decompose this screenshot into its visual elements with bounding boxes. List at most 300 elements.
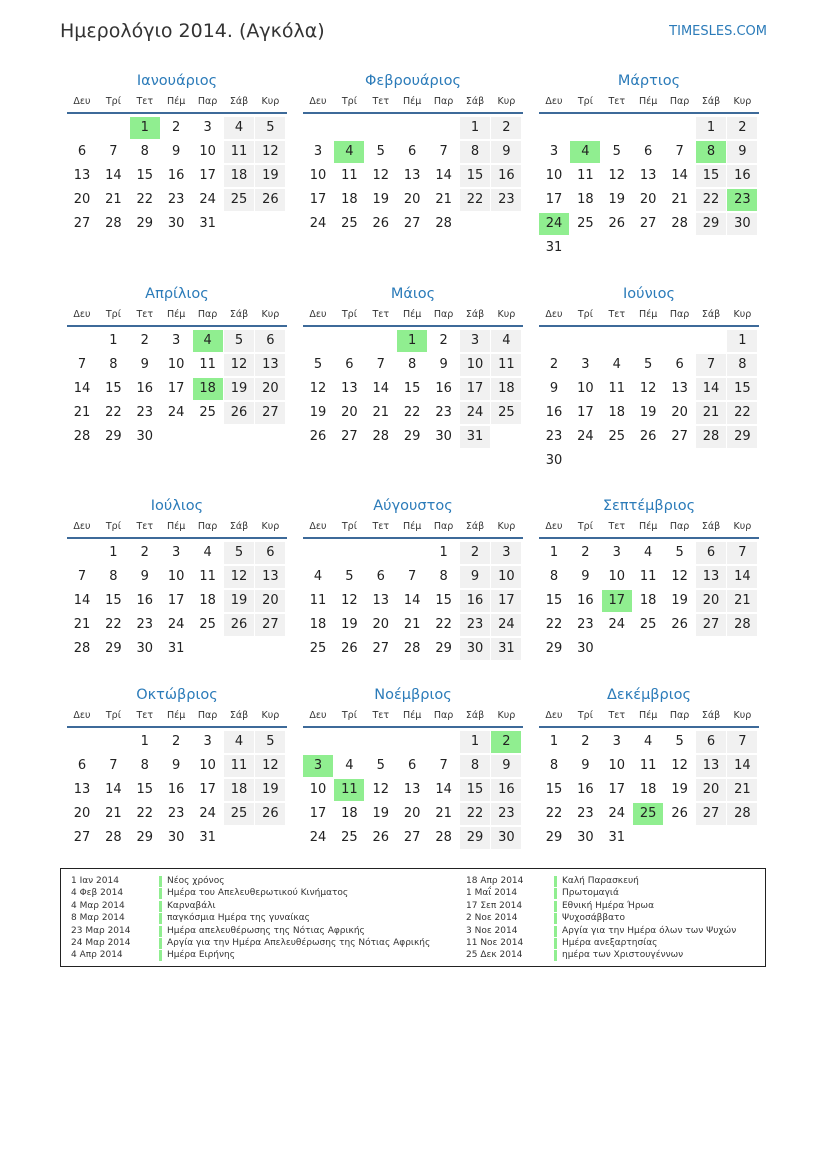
day-cell: 6 <box>255 542 285 564</box>
month-name: Νοέμβριος <box>374 687 452 703</box>
day-cell: 5 <box>675 545 684 560</box>
day-cell: 22 <box>136 806 154 821</box>
day-cell: 24 <box>309 830 327 845</box>
day-cell: 7 <box>727 542 757 564</box>
day-cell: 17 <box>577 405 594 420</box>
legend-date: 25 Δεκ 2014 <box>466 950 523 961</box>
day-cell: 12 <box>608 168 626 183</box>
day-cell: 30 <box>167 830 185 845</box>
holiday-day-cell: 11 <box>334 779 364 801</box>
weekday-label: Σάβ <box>701 309 721 320</box>
day-cell: 12 <box>671 758 688 773</box>
day-cell: 22 <box>403 405 421 420</box>
holiday-day-cell: 24 <box>539 213 569 235</box>
day-cell: 18 <box>224 165 254 187</box>
weekday-label: Πέμ <box>639 96 658 107</box>
day-cell: 21 <box>435 806 452 821</box>
day-cell: 18 <box>309 617 327 632</box>
weekday-label: Σάβ <box>229 96 249 107</box>
day-cell: 27 <box>696 803 726 825</box>
day-cell: 28 <box>403 641 421 656</box>
day-cell: 10 <box>199 758 216 773</box>
day-cell: 17 <box>491 590 521 612</box>
day-grid <box>67 542 287 688</box>
day-cell: 28 <box>727 614 757 636</box>
weekday-header <box>67 519 287 539</box>
weekday-header <box>303 708 523 728</box>
legend-holiday-name: Αργία για την Ημέρα Απελευθέρωσης της Νότιας Αφρικής <box>167 937 431 948</box>
day-cell: 2 <box>581 734 590 749</box>
day-cell: 6 <box>696 731 726 753</box>
day-cell: 13 <box>341 381 358 396</box>
legend-holiday-name: Αργία για την Ημέρα όλων των Ψυχών <box>562 925 737 936</box>
day-cell: 6 <box>376 569 385 584</box>
day-cell: 17 <box>167 593 185 608</box>
day-cell: 22 <box>136 192 154 207</box>
month-9 <box>539 493 759 688</box>
month-8 <box>303 493 523 688</box>
weekday-label: Τρί <box>577 521 593 532</box>
day-cell: 6 <box>255 330 285 352</box>
month-1 <box>67 68 287 263</box>
weekday-label: Τετ <box>608 521 626 532</box>
day-cell: 12 <box>255 755 285 777</box>
day-cell: 28 <box>372 429 390 444</box>
day-cell: 4 <box>203 545 212 560</box>
weekday-label: Κυρ <box>733 96 752 107</box>
day-cell: 18 <box>608 405 626 420</box>
day-cell: 10 <box>199 144 216 159</box>
day-cell: 11 <box>491 354 521 376</box>
weekday-label: Τετ <box>372 521 390 532</box>
day-cell: 8 <box>408 357 417 372</box>
legend-holiday-name: Ψυχοσάββατο <box>562 913 625 924</box>
day-cell: 18 <box>224 779 254 801</box>
legend-holiday-name: Ημέρα ανεξαρτησίας <box>562 937 658 948</box>
day-cell: 29 <box>136 830 154 845</box>
day-cell: 21 <box>73 405 91 420</box>
day-cell: 21 <box>696 402 726 424</box>
legend-color-bar <box>159 901 162 912</box>
site-link[interactable]: TIMESLES.COM <box>669 24 767 39</box>
day-cell: 4 <box>644 545 653 560</box>
day-cell: 18 <box>199 593 216 608</box>
day-cell: 5 <box>255 117 285 139</box>
day-cell: 17 <box>460 378 490 400</box>
day-cell: 23 <box>491 189 521 211</box>
month-name: Σεπτέμβριος <box>602 498 696 514</box>
day-cell: 17 <box>199 168 216 183</box>
day-grid <box>303 731 523 877</box>
day-cell: 5 <box>612 144 621 159</box>
day-cell: 16 <box>545 405 563 420</box>
day-cell: 3 <box>172 333 181 348</box>
day-cell: 10 <box>167 357 185 372</box>
day-cell: 12 <box>639 381 657 396</box>
weekday-label: Σάβ <box>465 710 485 721</box>
day-cell: 15 <box>460 165 490 187</box>
day-cell: 15 <box>403 381 421 396</box>
day-grid <box>67 330 287 476</box>
legend-color-bar <box>159 938 162 949</box>
weekday-label: Τετ <box>608 96 626 107</box>
weekday-header <box>303 519 523 539</box>
day-cell: 7 <box>727 731 757 753</box>
day-cell: 9 <box>549 381 559 396</box>
weekday-label: Παρ <box>669 710 690 721</box>
day-cell: 27 <box>639 216 657 231</box>
weekday-label: Παρ <box>197 710 218 721</box>
day-cell: 27 <box>255 614 285 636</box>
day-cell: 1 <box>109 545 118 560</box>
day-cell: 4 <box>224 731 254 753</box>
day-cell: 31 <box>199 830 216 845</box>
weekday-label: Δευ <box>73 521 91 532</box>
legend-color-bar <box>159 913 162 924</box>
day-cell: 30 <box>136 429 154 444</box>
day-cell: 16 <box>491 165 521 187</box>
legend-date: 17 Σεπ 2014 <box>466 900 523 911</box>
day-cell: 19 <box>255 779 285 801</box>
day-cell: 25 <box>224 189 254 211</box>
holiday-day-cell: 23 <box>727 189 757 211</box>
day-cell: 13 <box>696 566 726 588</box>
day-cell: 3 <box>172 545 181 560</box>
day-cell: 28 <box>73 641 91 656</box>
day-cell: 26 <box>309 429 327 444</box>
weekday-header <box>67 708 287 728</box>
day-cell: 26 <box>372 216 390 231</box>
day-cell: 27 <box>696 614 726 636</box>
day-cell: 22 <box>105 405 122 420</box>
weekday-label: Πέμ <box>639 309 658 320</box>
day-cell: 16 <box>167 782 185 797</box>
day-cell: 14 <box>73 593 91 608</box>
day-cell: 11 <box>608 381 626 396</box>
day-cell: 25 <box>309 641 327 656</box>
day-cell: 6 <box>696 542 726 564</box>
day-cell: 8 <box>140 144 149 159</box>
day-cell: 27 <box>671 429 688 444</box>
day-cell: 30 <box>577 641 594 656</box>
weekday-label: Δευ <box>545 521 563 532</box>
day-cell: 6 <box>77 758 87 773</box>
weekday-label: Τρί <box>577 309 593 320</box>
day-cell: 30 <box>460 638 490 660</box>
month-3 <box>539 68 759 263</box>
weekday-label: Τρί <box>577 96 593 107</box>
legend-date: 18 Απρ 2014 <box>466 876 524 886</box>
day-cell: 17 <box>167 381 185 396</box>
holiday-day-cell: 1 <box>397 330 427 352</box>
day-cell: 23 <box>167 806 185 821</box>
day-cell: 26 <box>341 641 358 656</box>
day-cell: 2 <box>172 120 181 135</box>
day-cell: 20 <box>73 806 91 821</box>
legend-holiday-name: Πρωτομαγιά <box>562 888 619 899</box>
legend-date: 24 Μαρ 2014 <box>71 937 131 948</box>
day-cell: 6 <box>345 357 354 372</box>
day-cell: 28 <box>435 830 452 845</box>
day-cell: 16 <box>727 165 757 187</box>
day-cell: 29 <box>460 827 490 849</box>
day-cell: 14 <box>727 566 757 588</box>
weekday-label: Τετ <box>608 710 626 721</box>
day-cell: 14 <box>435 782 452 797</box>
legend-date: 1 Μαΐ 2014 <box>466 888 518 899</box>
weekday-header <box>539 519 759 539</box>
day-cell: 25 <box>608 429 626 444</box>
day-cell: 3 <box>203 734 212 749</box>
weekday-label: Πέμ <box>639 521 658 532</box>
day-cell: 26 <box>671 806 688 821</box>
day-cell: 5 <box>224 542 254 564</box>
day-cell: 29 <box>435 641 452 656</box>
legend-holiday-name: Καλή Παρασκευή <box>562 876 639 886</box>
legend-holiday-name: Εθνική Ημέρα Ήρωα <box>562 900 655 911</box>
day-cell: 5 <box>224 330 254 352</box>
holiday-day-cell: 3 <box>303 755 333 777</box>
weekday-label: Πέμ <box>403 710 422 721</box>
day-cell: 26 <box>639 429 657 444</box>
day-cell: 14 <box>73 381 91 396</box>
day-cell: 23 <box>167 192 185 207</box>
legend-date: 4 Απρ 2014 <box>71 950 123 961</box>
weekday-label: Κυρ <box>261 710 280 721</box>
weekday-label: Δευ <box>309 96 327 107</box>
day-cell: 19 <box>309 405 327 420</box>
day-cell: 10 <box>460 354 490 376</box>
day-cell: 21 <box>372 405 390 420</box>
day-cell: 29 <box>105 429 122 444</box>
day-grid <box>303 330 523 476</box>
day-cell: 24 <box>491 614 521 636</box>
day-cell: 23 <box>545 429 563 444</box>
day-cell: 7 <box>77 357 87 372</box>
day-cell: 29 <box>545 641 563 656</box>
day-cell: 28 <box>105 830 122 845</box>
day-cell: 14 <box>372 381 390 396</box>
day-cell: 24 <box>167 617 185 632</box>
day-cell: 17 <box>545 192 563 207</box>
day-cell: 12 <box>224 566 254 588</box>
day-cell: 21 <box>73 617 91 632</box>
day-cell: 20 <box>255 590 285 612</box>
legend-color-bar <box>554 950 557 961</box>
day-cell: 30 <box>435 429 452 444</box>
day-cell: 7 <box>439 758 448 773</box>
month-name: Ιούνιος <box>623 286 675 302</box>
weekday-label: Σάβ <box>229 710 249 721</box>
weekday-label: Πέμ <box>403 309 422 320</box>
day-cell: 29 <box>696 213 726 235</box>
day-cell: 24 <box>577 429 594 444</box>
month-6 <box>539 281 759 476</box>
day-cell: 21 <box>105 806 122 821</box>
day-cell: 27 <box>73 216 91 231</box>
day-cell: 17 <box>309 806 327 821</box>
weekday-header <box>539 708 759 728</box>
day-cell: 1 <box>439 545 448 560</box>
weekday-header <box>67 307 287 327</box>
day-cell: 9 <box>140 357 149 372</box>
day-cell: 18 <box>491 378 521 400</box>
day-cell: 8 <box>549 758 559 773</box>
legend-date: 3 Νοε 2014 <box>466 925 518 936</box>
day-cell: 9 <box>491 141 521 163</box>
weekday-label: Παρ <box>197 309 218 320</box>
day-cell: 1 <box>140 734 149 749</box>
page-title: Ημερολόγιο 2014. (Αγκόλα) <box>60 20 325 42</box>
day-cell: 21 <box>105 192 122 207</box>
day-cell: 4 <box>313 569 323 584</box>
day-cell: 28 <box>727 803 757 825</box>
weekday-label: Πέμ <box>167 309 186 320</box>
day-cell: 11 <box>224 141 254 163</box>
legend-date: 2 Νοε 2014 <box>466 913 518 924</box>
day-cell: 31 <box>167 641 185 656</box>
month-name: Οκτώβριος <box>136 687 218 703</box>
weekday-label: Τρί <box>341 710 357 721</box>
month-name: Δεκέμβριος <box>606 687 692 703</box>
day-cell: 15 <box>727 378 757 400</box>
legend-date: 1 Ιαν 2014 <box>71 876 119 886</box>
weekday-label: Σάβ <box>465 521 485 532</box>
day-grid <box>539 117 759 263</box>
day-cell: 13 <box>671 381 688 396</box>
day-cell: 9 <box>581 569 590 584</box>
day-cell: 23 <box>136 617 154 632</box>
day-cell: 19 <box>341 617 358 632</box>
day-cell: 16 <box>136 593 154 608</box>
weekday-label: Παρ <box>197 521 218 532</box>
day-cell: 27 <box>73 830 91 845</box>
day-cell: 22 <box>460 803 490 825</box>
day-cell: 3 <box>612 545 621 560</box>
day-cell: 7 <box>675 144 684 159</box>
day-cell: 22 <box>545 806 563 821</box>
day-cell: 17 <box>199 782 216 797</box>
holiday-day-cell: 25 <box>633 803 663 825</box>
day-cell: 9 <box>460 566 490 588</box>
day-cell: 22 <box>435 617 452 632</box>
day-cell: 5 <box>376 758 385 773</box>
weekday-label: Πέμ <box>403 96 422 107</box>
day-cell: 2 <box>140 545 149 560</box>
day-cell: 14 <box>696 378 726 400</box>
day-cell: 2 <box>491 117 521 139</box>
weekday-label: Πέμ <box>167 96 186 107</box>
day-cell: 8 <box>109 357 118 372</box>
weekday-label: Κυρ <box>733 521 752 532</box>
day-cell: 11 <box>577 168 594 183</box>
day-cell: 21 <box>727 590 757 612</box>
day-cell: 15 <box>545 782 563 797</box>
day-cell: 7 <box>109 758 118 773</box>
month-5 <box>303 281 523 476</box>
day-grid <box>539 542 759 688</box>
month-name: Απρίλιος <box>145 286 209 302</box>
day-cell: 14 <box>727 755 757 777</box>
day-grid <box>303 117 523 263</box>
day-cell: 22 <box>460 189 490 211</box>
weekday-label: Παρ <box>669 309 690 320</box>
day-cell: 3 <box>460 330 490 352</box>
day-cell: 9 <box>439 357 448 372</box>
weekday-header <box>303 94 523 114</box>
day-cell: 14 <box>105 168 122 183</box>
month-name: Μάρτιος <box>617 73 681 89</box>
day-cell: 16 <box>435 381 452 396</box>
day-cell: 20 <box>341 405 358 420</box>
day-cell: 4 <box>345 758 354 773</box>
day-cell: 29 <box>136 216 154 231</box>
day-cell: 30 <box>167 216 185 231</box>
holiday-day-cell: 4 <box>570 141 600 163</box>
holiday-day-cell: 4 <box>193 330 223 352</box>
day-cell: 8 <box>549 569 559 584</box>
day-cell: 15 <box>105 593 122 608</box>
day-cell: 7 <box>696 354 726 376</box>
weekday-label: Τρί <box>105 710 121 721</box>
day-cell: 9 <box>172 758 181 773</box>
day-cell: 6 <box>675 357 684 372</box>
month-11 <box>303 682 523 877</box>
day-cell: 12 <box>341 593 358 608</box>
day-cell: 16 <box>577 782 594 797</box>
day-cell: 7 <box>408 569 417 584</box>
weekday-header <box>303 307 523 327</box>
weekday-label: Τετ <box>372 309 390 320</box>
legend-color-bar <box>554 876 557 887</box>
day-cell: 20 <box>403 806 421 821</box>
weekday-label: Τετ <box>372 96 390 107</box>
weekday-label: Κυρ <box>497 309 516 320</box>
weekday-label: Σάβ <box>701 96 721 107</box>
weekday-label: Τρί <box>577 710 593 721</box>
day-cell: 27 <box>341 429 358 444</box>
day-cell: 8 <box>109 569 118 584</box>
day-cell: 18 <box>341 806 358 821</box>
day-cell: 25 <box>199 405 216 420</box>
day-cell: 30 <box>577 830 594 845</box>
day-cell: 24 <box>199 192 216 207</box>
day-cell: 25 <box>199 617 216 632</box>
day-cell: 1 <box>696 117 726 139</box>
holiday-legend <box>60 868 766 967</box>
day-cell: 24 <box>167 405 185 420</box>
day-cell: 4 <box>612 357 621 372</box>
day-cell: 27 <box>403 830 421 845</box>
day-cell: 14 <box>671 168 688 183</box>
day-cell: 20 <box>639 192 657 207</box>
weekday-label: Δευ <box>73 309 91 320</box>
day-cell: 2 <box>439 333 448 348</box>
day-cell: 12 <box>671 569 688 584</box>
weekday-label: Κυρ <box>733 309 752 320</box>
day-cell: 18 <box>341 192 358 207</box>
day-grid <box>539 330 759 476</box>
day-cell: 4 <box>224 117 254 139</box>
day-cell: 30 <box>545 453 563 468</box>
day-cell: 24 <box>199 806 216 821</box>
day-cell: 13 <box>639 168 657 183</box>
weekday-label: Κυρ <box>261 309 280 320</box>
day-cell: 25 <box>491 402 521 424</box>
day-cell: 8 <box>439 569 448 584</box>
day-cell: 8 <box>140 758 149 773</box>
day-cell: 26 <box>224 614 254 636</box>
